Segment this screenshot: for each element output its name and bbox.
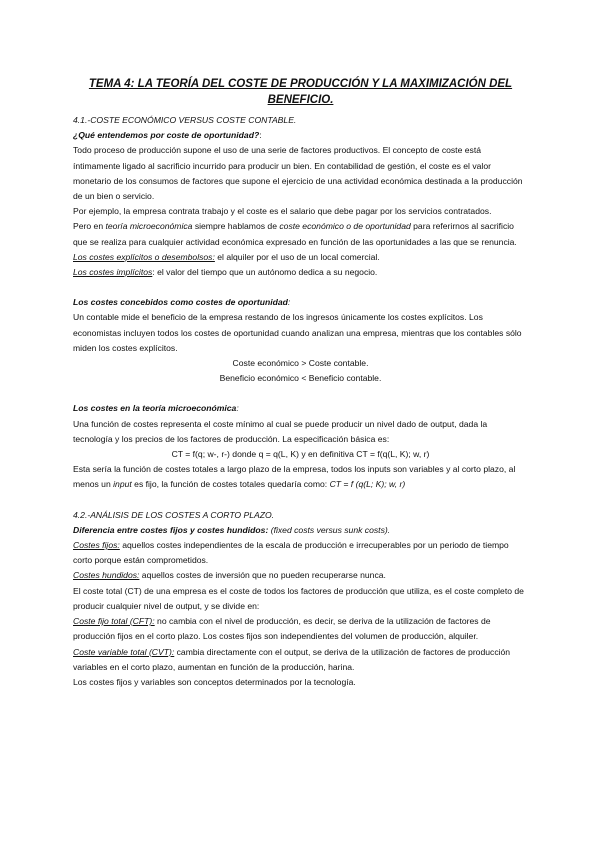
explicit-costs-line: Los costes explícitos o desembolsos: el alquiler por el uso de un local comercial. <box>73 251 380 262</box>
cost-function-paragraph: Una función de costes representa el coste mínimo al cual se puede producir un nivel dado de output, dada la tecnología y los precios de los factores de producción. La especificación básica es: <box>73 418 488 444</box>
document-title: TEMA 4: LA TEORÍA DEL COSTE DE PRODUCCIÓN Y LA MAXIMIZACIÓN DEL BENEFICIO. <box>88 78 513 106</box>
opportunity-cost-question: ¿Qué entendemos por coste de oportunidad?: <box>73 130 262 141</box>
example-paragraph: Por ejemplo, la empresa contrata trabajo y el coste es el salario que debe pagar por los servicios contratados. <box>73 206 492 217</box>
total-fixed-cost-definition: Coste fijo total (CFT): no cambia con el nivel de producción, es decir, se deriva de la utilización de factores de producción fijos en el corto plazo. Los costes fijos son independientes del volumen de producción, alquiler. <box>73 616 491 642</box>
technology-sentence: Los costes fijos y variables son conceptos determinados por la tecnología. <box>73 676 356 687</box>
economic-cost-comparison: Coste económico > Coste contable. <box>232 358 369 369</box>
cost-function-formula: CT = f(q; w-, r-) donde q = q(L, K) y en definitiva CT = f(q(L, K); w, r) <box>171 449 430 460</box>
implicit-costs-line: Los costes implícitos: el valor del tiempo que un autónomo dedica a su negocio. <box>73 267 378 278</box>
opportunity-costs-heading: Los costes concebidos como costes de oportunidad: <box>73 297 291 308</box>
document-body <box>73 76 528 690</box>
fixed-vs-sunk-heading: Diferencia entre costes fijos y costes hundidos: (fixed costs versus sunk costs). <box>73 524 391 535</box>
economic-profit-comparison: Beneficio económico < Beneficio contable. <box>219 373 382 384</box>
micro-costs-heading: Los costes en la teoría microeconómica: <box>73 403 239 414</box>
micro-theory-paragraph: Pero en teoría microeconómica siempre hablamos de coste económico o de oportunidad para referirnos al sacrificio que se realiza para cualquier actividad económica expresado en función de las oportunidades a las que se renuncia. <box>73 221 517 247</box>
production-cost-paragraph: Todo proceso de producción supone el uso de una serie de factores productivos. El concepto de coste está íntimamente ligado al sacrificio incurrido para producir un bien. En contabilidad de gestión, el coste es el valor monetario de los consumos de factores que supone el ejercicio de una actividad económica destinada a la producción de un bien o servicio. <box>73 145 523 202</box>
accountant-paragraph: Un contable mide el beneficio de la empresa restando de los ingresos únicamente los costes explícitos. Los economistas incluyen todos los costes de oportunidad cuando analizan una empresa, mientras que los contables sólo miden los costes explícitos. <box>73 312 522 353</box>
total-variable-cost-definition: Coste variable total (CVT): cambia directamente con el output, se deriva de la utilización de factores de producción variables en el corto plazo, aumentan en función de la producción, harina. <box>73 646 511 672</box>
long-short-run-paragraph: Esta sería la función de costes totales a largo plazo de la empresa, todos los inputs son variables y al corto plazo, al menos un input es fijo, la función de costes totales quedaría como: CT = f (q(L; K); w, r) <box>73 464 516 490</box>
section-4-2-heading: 4.2.-ANÁLISIS DE LOS COSTES A CORTO PLAZO. <box>73 509 275 520</box>
fixed-costs-definition: Costes fijos: aquellos costes independientes de la escala de producción e irrecuperables por un periodo de tiempo corto porque están comprometidos. <box>73 540 509 566</box>
section-4-1-heading: 4.1.-COSTE ECONÓMICO VERSUS COSTE CONTABLE. <box>73 115 297 125</box>
total-cost-paragraph: El coste total (CT) de una empresa es el coste de todos los factores de producción que utiliza, es el coste completo de producir cualquier nivel de output, y se divide en: <box>73 585 524 611</box>
sunk-costs-definition: Costes hundidos: aquellos costes de inversión que no pueden recuperarse nunca. <box>73 570 386 581</box>
